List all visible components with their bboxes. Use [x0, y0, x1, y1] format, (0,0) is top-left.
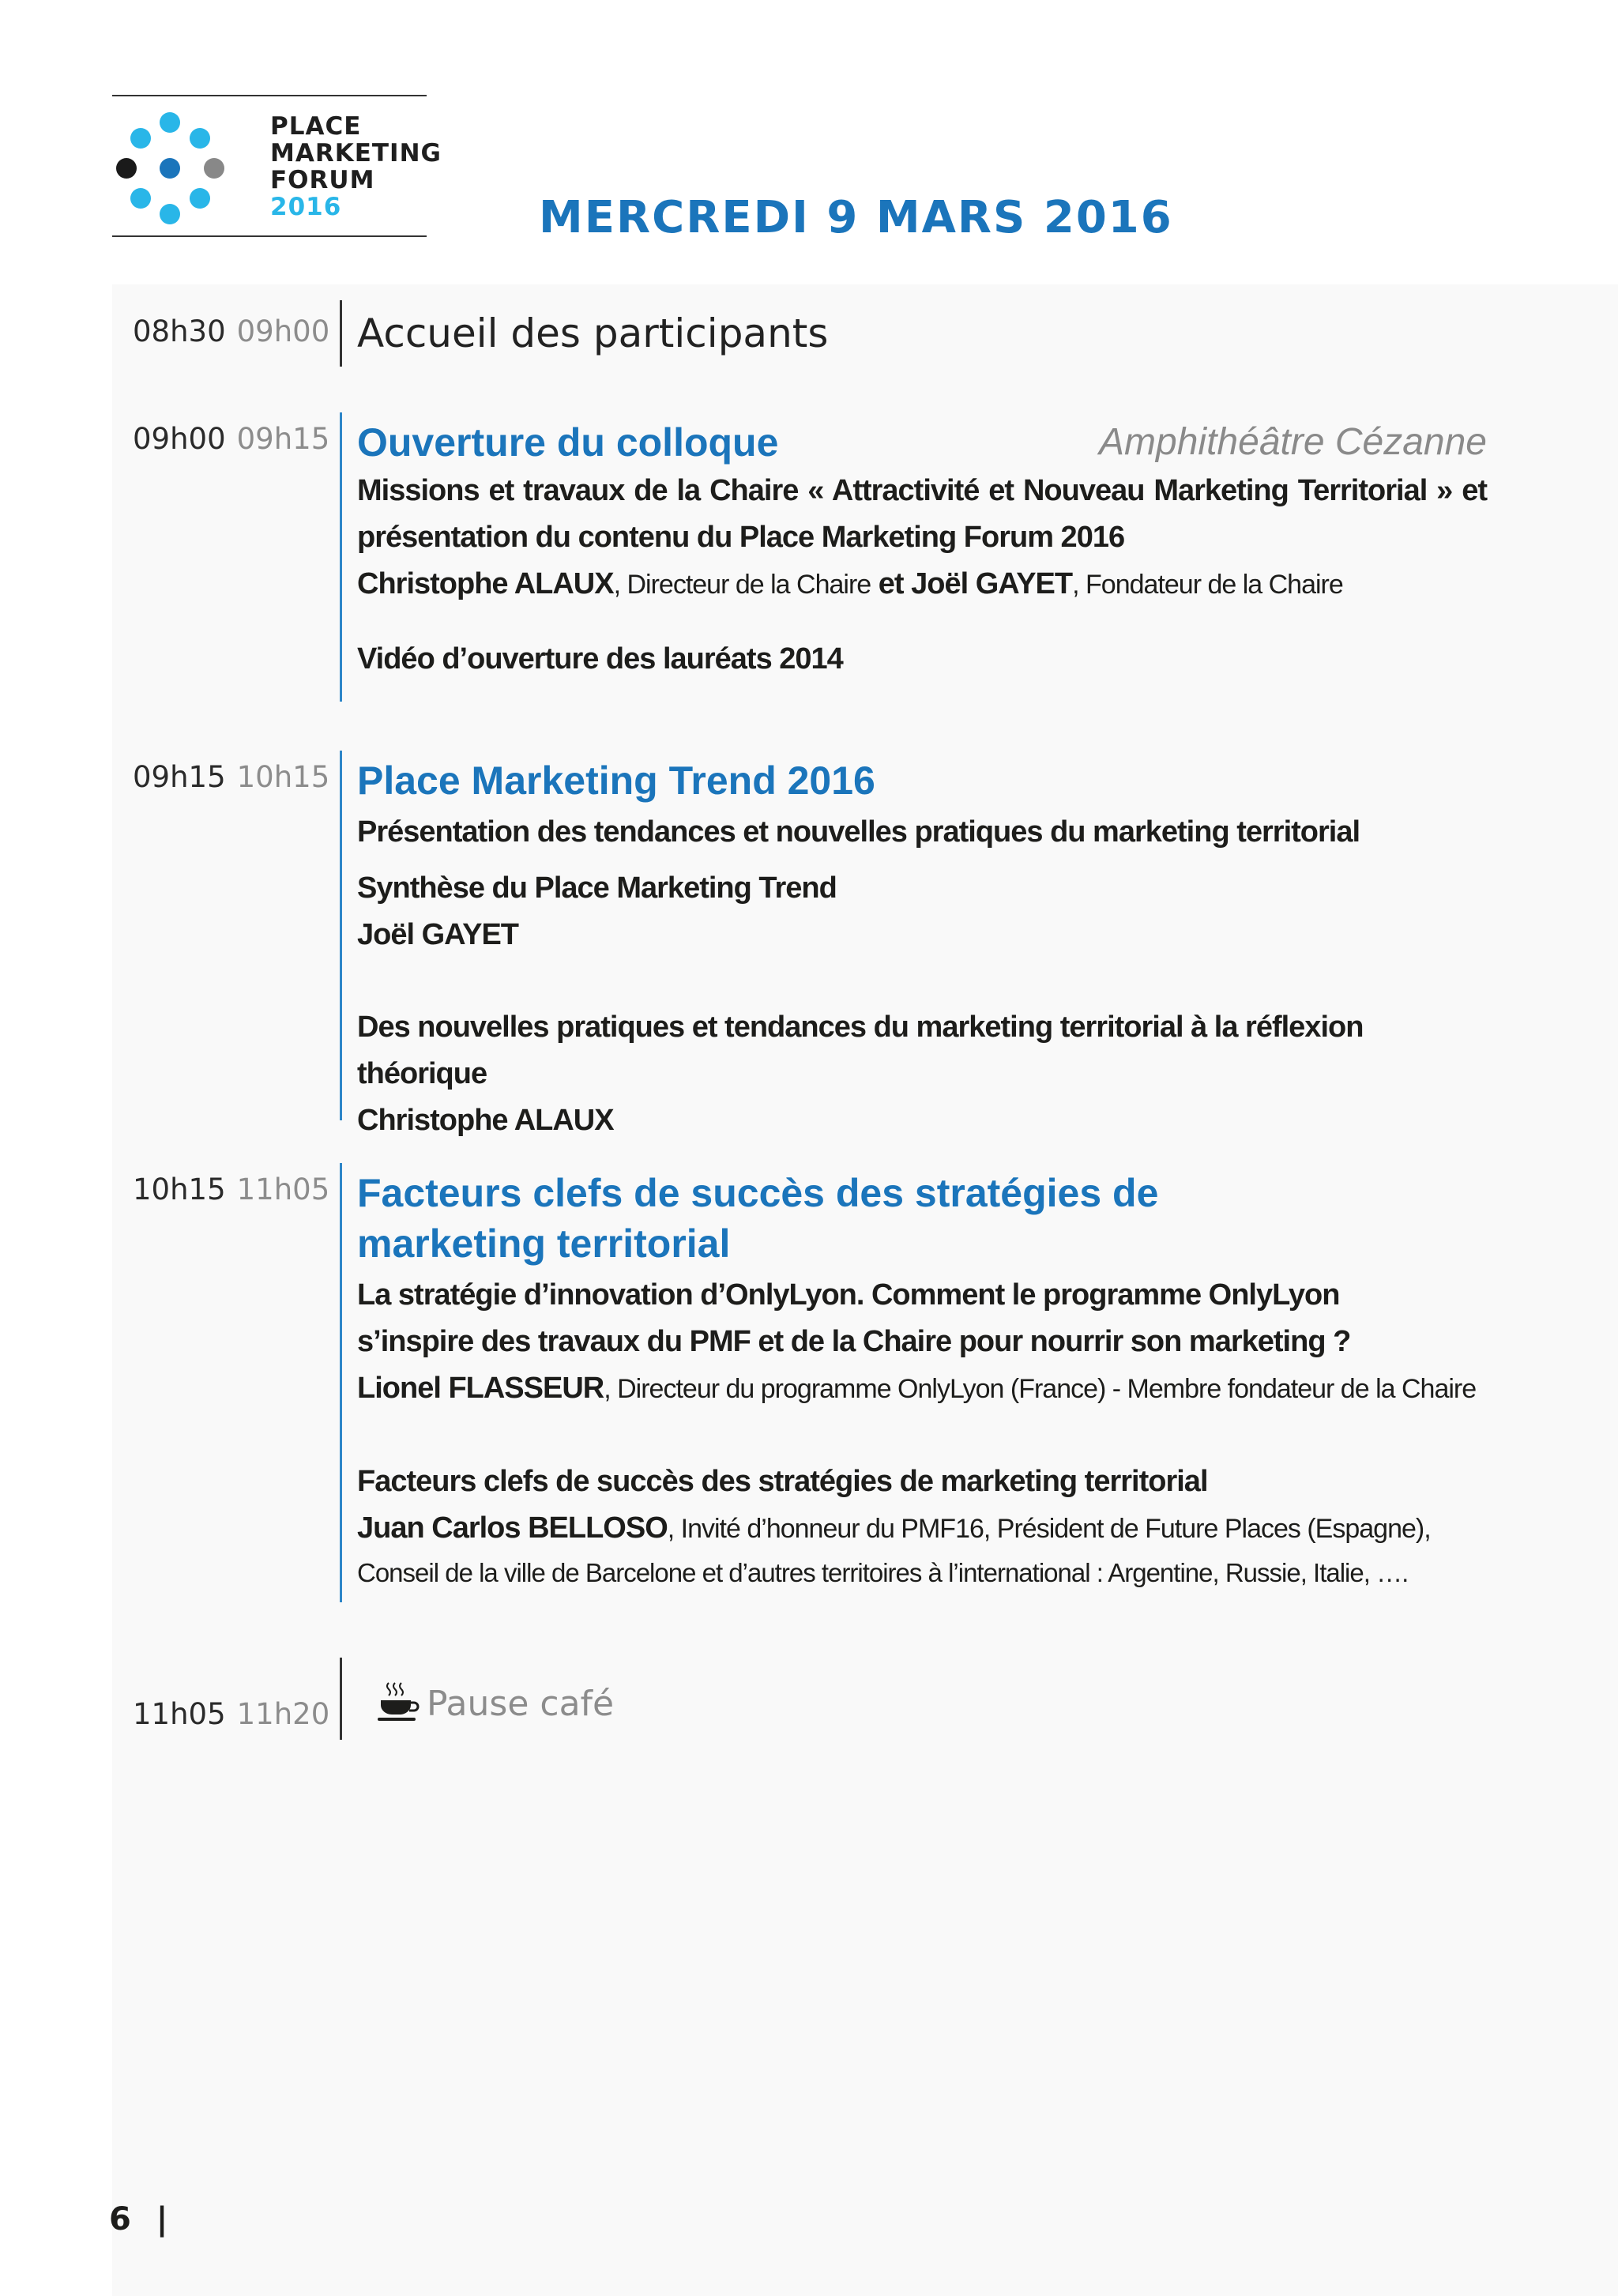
- speaker-role: , Invité d’honneur du PMF16, Président de Future Places (Espagne),: [667, 1514, 1431, 1544]
- speaker-role: , Directeur de la Chaire: [613, 570, 871, 600]
- slot-times: [133, 422, 329, 456]
- coffee-cup-icon: [376, 1680, 420, 1728]
- logo-line-3: FORUM: [270, 166, 375, 194]
- talk-title: La stratégie d’innovation d’OnlyLyon. Comment le programme OnlyLyon s’inspire des travaux du PMF et de la Chaire pour nourrir son marketing ?: [357, 1278, 1351, 1358]
- logo-line-1: PLACE: [270, 112, 362, 141]
- slot-divider: [340, 1163, 342, 1602]
- logo-bottom-rule: [112, 235, 427, 237]
- logo-dot: [130, 188, 151, 209]
- room-label: Amphithéâtre Cézanne: [1099, 421, 1487, 463]
- slot-title: Ouverture du colloque: [357, 420, 779, 465]
- slot-content: [376, 1680, 1506, 1728]
- talk-title: Synthèse du Place Marketing Trend: [357, 871, 837, 905]
- end-time: 09h15: [236, 422, 330, 456]
- logo-dot: [190, 128, 210, 149]
- page-title: MERCREDI 9 MARS 2016: [539, 192, 1173, 243]
- video-label: Vidéo d’ouverture des lauréats 2014: [357, 642, 843, 676]
- slot-title: Accueil des participants: [357, 311, 829, 356]
- page-number: 6: [109, 2201, 131, 2238]
- logo-dot: [160, 158, 180, 179]
- logo-dot: [160, 112, 180, 133]
- slot-content: [357, 755, 1487, 1144]
- start-time: 10h15: [133, 1172, 226, 1206]
- slot-divider: [340, 751, 342, 1120]
- slot-times: [133, 1697, 329, 1731]
- slot-times: [133, 314, 329, 348]
- logo-dot: [130, 128, 151, 149]
- slot-content: [357, 310, 1487, 357]
- speaker-role: , Directeur du programme OnlyLyon (France) - Membre fondateur de la Chaire: [604, 1374, 1477, 1404]
- slot-times: [133, 1172, 329, 1206]
- page-footer: [109, 2201, 167, 2238]
- talk-title: Des nouvelles pratiques et tendances du marketing territorial à la réflexion théorique: [357, 1011, 1364, 1090]
- talk-title: Missions et travaux de la Chaire « Attractivité et Nouveau Marketing Territorial » et présentation du contenu du Place Marketing Forum 2016: [357, 474, 1487, 554]
- speaker-name: Juan Carlos BELLOSO: [357, 1511, 668, 1545]
- start-time: 08h30: [133, 314, 226, 348]
- speakers-line: [357, 1365, 1487, 1413]
- logo-wordmark: [270, 113, 442, 220]
- logo-dot: [204, 158, 224, 179]
- end-time: 10h15: [236, 760, 330, 794]
- speakers-line: [357, 561, 1487, 608]
- logo-line-2: MARKETING: [270, 139, 442, 167]
- speaker-name: Joël GAYET: [911, 567, 1073, 600]
- speaker-name: Christophe ALAUX: [357, 567, 614, 600]
- end-time: 09h00: [236, 314, 330, 348]
- speaker-name: Christophe ALAUX: [357, 1104, 614, 1137]
- slot-content: [357, 1168, 1487, 1594]
- speaker-name: Lionel FLASSEUR: [357, 1372, 604, 1405]
- slot-times: [133, 760, 329, 794]
- slot-divider: [340, 300, 342, 367]
- start-time: 09h15: [133, 760, 226, 794]
- logo-dot: [160, 204, 180, 224]
- slot-divider: [340, 412, 342, 702]
- logo-year: 2016: [270, 193, 342, 221]
- logo-dot: [116, 158, 137, 179]
- end-time: 11h20: [236, 1697, 330, 1731]
- connector-text: et: [871, 567, 912, 600]
- footer-separator: |: [156, 2201, 168, 2238]
- logo-top-rule: [112, 95, 427, 96]
- speaker-name: Joël GAYET: [357, 918, 519, 951]
- slot-title: Place Marketing Trend 2016: [357, 758, 875, 803]
- end-time: 11h05: [236, 1172, 330, 1206]
- start-time: 11h05: [133, 1697, 226, 1731]
- start-time: 09h00: [133, 422, 226, 456]
- slot-content: [357, 417, 1487, 683]
- speaker-role: , Fondateur de la Chaire: [1072, 570, 1343, 600]
- speaker-role-continued: Conseil de la ville de Barcelone et d’autres territoires à l’international : Argentine, Russie, Italie, ….: [357, 1558, 1409, 1587]
- talk-title: Présentation des tendances et nouvelles pratiques du marketing territorial: [357, 815, 1360, 849]
- speakers-line: [357, 1505, 1487, 1553]
- talk-title: Facteurs clefs de succès des stratégies de marketing territorial: [357, 1465, 1208, 1498]
- slot-divider: [340, 1658, 342, 1740]
- slot-title: Pause café: [427, 1684, 615, 1724]
- logo-dot: [190, 188, 210, 209]
- slot-title: Facteurs clefs de succès des stratégies de marketing territorial: [357, 1171, 1159, 1266]
